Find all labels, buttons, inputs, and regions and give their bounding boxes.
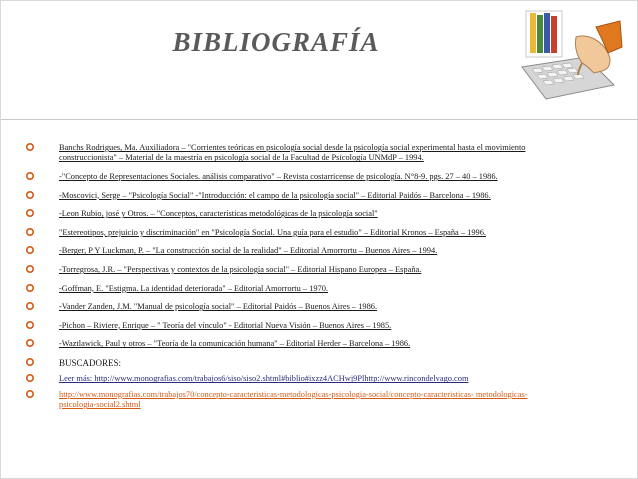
- reference-text: Banchs Rodrigues, Ma. Auxiliadora – "Corrientes teóricas en psicología social desde la psicología social experimental hasta el movimiento construccionista" – Material de la maestría en psicología social de la Facultad de Psicología UNMdP – 1994.: [59, 143, 526, 163]
- ring-bullet-icon: [25, 283, 35, 293]
- bibliography-list: [25, 143, 551, 416]
- list-item: [25, 172, 551, 182]
- keyboard-clipart-icon: [516, 7, 624, 107]
- list-item: [25, 246, 551, 256]
- ring-bullet-icon: [25, 142, 35, 152]
- reference-text: "Estereotipos, prejuicio y discriminación" en "Psicología Social. Una guía para el estudio" – Editorial Kronos – España – 1996.: [59, 227, 486, 237]
- reference-text: -Vander Zanden, J.M. "Manual de psicología social" – Editorial Paidós – Buenos Aires – 1986.: [59, 302, 378, 312]
- ring-bullet-icon: [25, 301, 35, 311]
- slide-title: BIBLIOGRAFÍA: [172, 27, 380, 57]
- list-item: [25, 284, 551, 294]
- reference-text: -Moscovici, Serge – "Psicología Social" -"Introducción: el campo de la psicología social" – Editorial Paidós – Barcelona – 1986.: [59, 190, 491, 200]
- ring-bullet-icon: [25, 373, 35, 383]
- reference-text: -Berger, P Y Luckman, P. – "La construcción social de la realidad" – Editorial Amorrortu – Buenos Aires – 1994.: [59, 246, 438, 256]
- reference-text: -Waztlawick, Paul y otros – "Teoría de la comunicación humana" – Editorial Herder – Barcelona – 1986.: [59, 339, 411, 349]
- list-item: [25, 302, 551, 312]
- ring-bullet-icon: [25, 357, 35, 367]
- list-item: [25, 209, 551, 219]
- monografias-link[interactable]: Leer más: http://www.monografias.com/trabajos6/siso/siso2.shtml#biblio#ixzz4ACHwj9Plhttp://www.rincondelvago.com: [59, 374, 469, 384]
- ring-bullet-icon: [25, 245, 35, 255]
- ring-bullet-icon: [25, 389, 35, 399]
- ring-bullet-icon: [25, 190, 35, 200]
- list-item: [25, 321, 551, 331]
- list-item: [25, 390, 551, 411]
- reference-text: -Torregrosa, J.R. – "Perspectivas y contextos de la psicología social" – Editorial Hispano Europea – España.: [59, 264, 422, 274]
- title-divider: [1, 119, 638, 120]
- ring-bullet-icon: [25, 338, 35, 348]
- reference-text: -Pichon – Riviere, Enrique – " Teoría del vínculo" - Editorial Nueva Visión – Buenos Aires – 1985.: [59, 320, 392, 330]
- list-item: [25, 339, 551, 349]
- ring-bullet-icon: [25, 171, 35, 181]
- list-item: [25, 358, 551, 369]
- ring-bullet-icon: [25, 264, 35, 274]
- search-engines-label: BUSCADORES:: [59, 357, 122, 368]
- ring-bullet-icon: [25, 227, 35, 237]
- reference-text: -Goffman, E. "Estigma. La identidad deteriorada" – Editorial Amorrortu – 1970.: [59, 283, 329, 293]
- ring-bullet-icon: [25, 320, 35, 330]
- list-item: [25, 374, 551, 384]
- ring-bullet-icon: [25, 208, 35, 218]
- list-item: [25, 191, 551, 201]
- list-item: [25, 143, 551, 164]
- concepto-link[interactable]: http://www.monografias.com/trabajos70/concepto-caracteristicas-metodologicas-psicologia-social/concepto-caracteristicas- metodologicas-psicologia-social2.shtml: [59, 389, 528, 410]
- reference-text: -"Concepto de Representaciones Sociales. análisis comparativo" – Revista costarricense de psicología. N°8-9. pgs. 27 – 40 – 1986.: [59, 172, 498, 181]
- reference-text: -Leon Rubio, josé y Otros. – "Conceptos, características metodológicas de la psicología social": [59, 209, 378, 219]
- list-item: [25, 228, 551, 238]
- list-item: [25, 265, 551, 275]
